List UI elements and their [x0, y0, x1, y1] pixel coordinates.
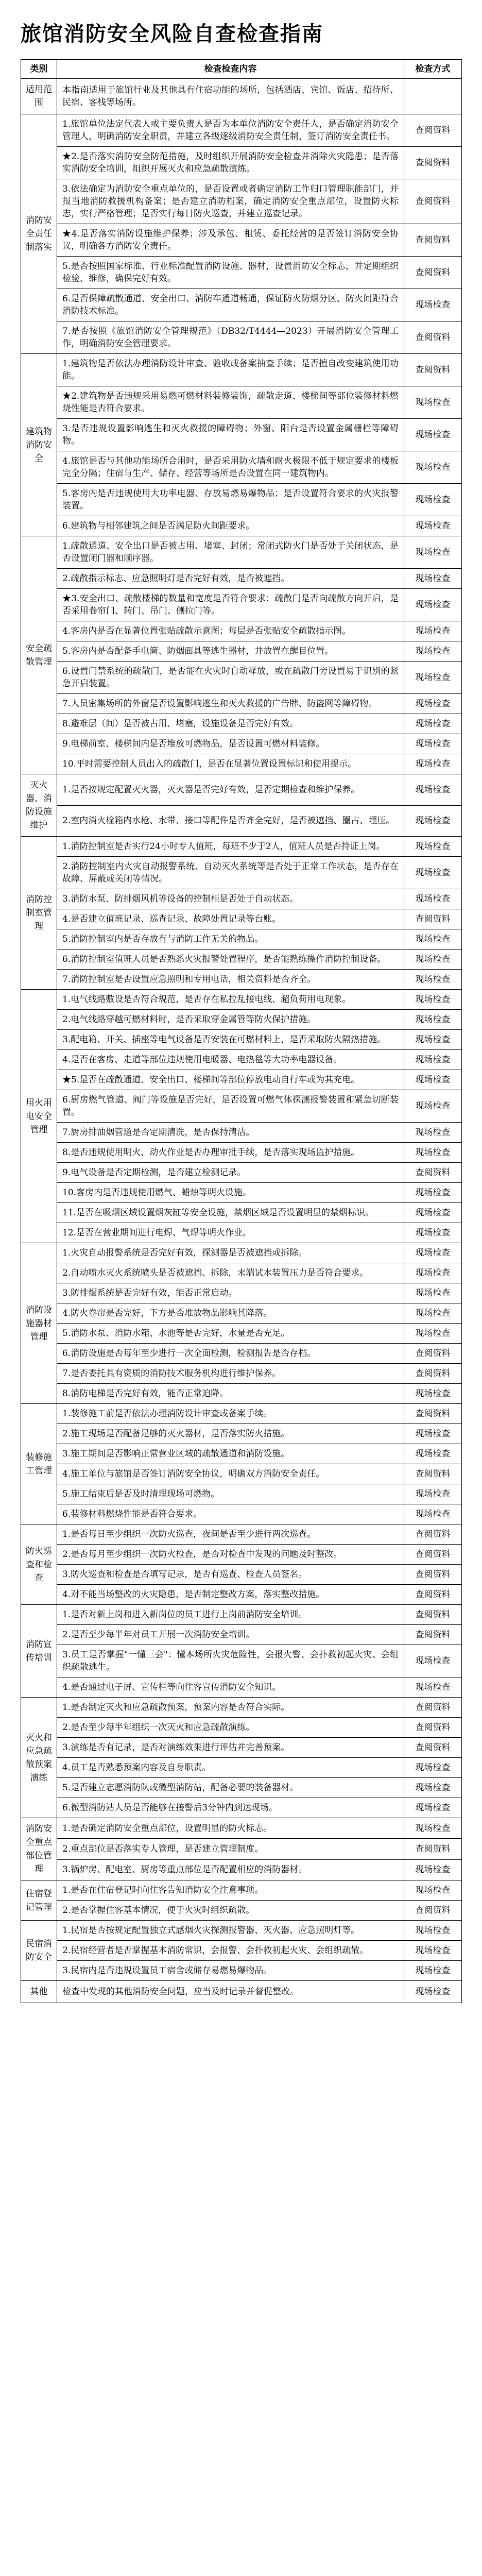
check-method-cell: 现场检查: [404, 805, 462, 837]
table-row: [21, 641, 462, 662]
check-method-cell: 现场检查: [404, 1859, 462, 1880]
check-item-cell: 1.民宿是否按规定配置独立式感烟火灾探测报警器、灭火器、应急照明灯等。: [57, 1921, 404, 1941]
table-row: [21, 1050, 462, 1070]
check-item-cell: 3.演练是否有记录，是否对演练效果进行评估并完善预案。: [57, 1738, 404, 1758]
check-item-cell: 2.民宿经营者是否掌握基本消防常识，会报警、会扑救初起火灾、会组织疏散。: [57, 1941, 404, 1961]
check-item-cell: 4.是否建立值班记录、巡查记录、故障处置记录等台账。: [57, 909, 404, 929]
table-row: [21, 1545, 462, 1565]
check-method-cell: 查阅资料: [404, 257, 462, 289]
header-category: 类别: [21, 60, 57, 79]
table-row: [21, 734, 462, 754]
check-item-cell: 5.施工结束后是否及时清理现场可燃物。: [57, 1484, 404, 1504]
table-row: [21, 1880, 462, 1901]
check-method-cell: 现场检查: [404, 569, 462, 589]
check-method-cell: 查阅资料: [404, 1524, 462, 1545]
check-item-cell: 3.锅炉房、配电室、厨房等重点部位是否配置相应的消防器材。: [57, 1859, 404, 1880]
category-cell: 灭火和应急疏散预案演练: [21, 1698, 57, 1818]
check-method-cell: 查阅资料: [404, 114, 462, 147]
check-method-cell: 查阅资料: [404, 179, 462, 224]
check-item-cell: 1.是否在住宿登记时向住客告知消防安全注意事项。: [57, 1880, 404, 1901]
check-item-cell: 6.厨房燃气管道、阀门等设施是否完好，是否设置可燃气体探测报警装置和紧急切断装置。: [57, 1090, 404, 1123]
check-item-cell: 9.电梯前室、楼梯间内是否堆放可燃物品，是否设置可燃材料装修。: [57, 734, 404, 754]
check-item-cell: 2.室内消火栓箱内水枪、水带、接口等配件是否齐全完好，是否被遮挡、圈占、埋压。: [57, 805, 404, 837]
check-method-cell: 查阅资料: [404, 1565, 462, 1585]
check-item-cell: 4.对不能当场整改的火灾隐患，是否制定整改方案，落实整改措施。: [57, 1585, 404, 1605]
check-method-cell: 现场检查: [404, 754, 462, 774]
check-item-cell: 3.防火巡查和检查是否填写记录，是否有巡查、检查人员签名。: [57, 1565, 404, 1585]
check-item-cell: 8.是否违规使用明火，动火作业是否办理审批手续，是否落实现场监护措施。: [57, 1143, 404, 1163]
check-item-cell: 1.疏散通道、安全出口是否被占用、堵塞、封闭；常闭式防火门是否处于关闭状态，是否设置闭门器和顺序器。: [57, 536, 404, 569]
check-item-cell: ★4.是否落实消防设施维护保养；涉及承包、租赁、委托经营的是否签订消防安全协议，明确各方消防安全责任。: [57, 224, 404, 257]
check-method-cell: 现场检查: [404, 451, 462, 484]
table-row: [21, 1384, 462, 1404]
check-item-cell: 3.消防水泵、防排烟风机等设备的控制柜是否处于自动状态。: [57, 889, 404, 909]
check-method-cell: 现场检查: [404, 1444, 462, 1464]
table-row: [21, 1163, 462, 1183]
table-row: [21, 1424, 462, 1444]
check-item-cell: 8.消防电梯是否完好有效，能否正常迫降。: [57, 1384, 404, 1404]
check-method-cell: 现场检查: [404, 536, 462, 569]
check-method-cell: 现场检查: [404, 1243, 462, 1263]
check-method-cell: 现场检查: [404, 662, 462, 694]
table-row: [21, 114, 462, 147]
check-method-cell: 现场检查: [404, 889, 462, 909]
table-row: [21, 1303, 462, 1324]
table-row: [21, 1585, 462, 1605]
check-item-cell: 2.施工现场是否配备足够的灭火器材，是否落实防火措施。: [57, 1424, 404, 1444]
check-method-cell: 现场检查: [404, 1484, 462, 1504]
check-item-cell: 6.装修材料燃烧性能是否符合要求。: [57, 1504, 404, 1524]
table-row: [21, 857, 462, 889]
table-row: [21, 1090, 462, 1123]
table-row: [21, 909, 462, 929]
table-row: [21, 589, 462, 621]
table-row: [21, 1070, 462, 1090]
check-item-cell: 2.是否掌握住客基本情况，便于火灾时组织疏散。: [57, 1901, 404, 1921]
check-item-cell: 4.是否通过电子屏、宣传栏等向住客宣传消防安全知识。: [57, 1677, 404, 1698]
check-item-cell: 5.是否按照国家标准、行业标准配置消防设施、器材，设置消防安全标志，并定期组织检验、维修，确保完好有效。: [57, 257, 404, 289]
table-row: [21, 1677, 462, 1698]
check-method-cell: 现场检查: [404, 929, 462, 950]
table-row: [21, 516, 462, 536]
check-item-cell: 2.消防控制室内火灾自动报警系统、自动灭火系统等是否处于正常工作状态，是否存在故障、屏蔽或关闭等情况。: [57, 857, 404, 889]
check-item-cell: 12.是否在营业期间进行电焊、气焊等明火作业。: [57, 1223, 404, 1243]
table-row: [21, 1283, 462, 1303]
check-item-cell: 1.是否对新上岗和进入新岗位的员工进行上岗前消防安全培训。: [57, 1605, 404, 1625]
table-row: [21, 569, 462, 589]
check-method-cell: 查阅资料: [404, 1605, 462, 1625]
table-row: [21, 929, 462, 950]
header-method: 检查方式: [404, 60, 462, 79]
check-method-cell: 查阅资料: [404, 1718, 462, 1738]
check-item-cell: ★2.是否落实消防安全防范措施，及时组织开展消防安全检查并消除火灾隐患；是否落实消防安全培训，组织开展灭火和应急疏散演练。: [57, 147, 404, 179]
check-method-cell: 现场检查: [404, 837, 462, 857]
table-row: [21, 1758, 462, 1778]
check-item-cell: 1.电气线路敷设是否符合规范，是否存在私拉乱接电线、超负荷用电现象。: [57, 990, 404, 1010]
check-method-cell: 查阅资料: [404, 1364, 462, 1384]
table-row: [21, 257, 462, 289]
category-cell: 建筑物消防安全: [21, 354, 57, 536]
check-method-cell: 现场检查: [404, 694, 462, 714]
check-item-cell: 5.消防控制室内是否存放有与消防工作无关的物品。: [57, 929, 404, 950]
check-item-cell: 4.防火卷帘是否完好，下方是否堆放物品影响其降落。: [57, 1303, 404, 1324]
check-method-cell: 现场检查: [404, 970, 462, 990]
check-item-cell: ★2.建筑物是否违规采用易燃可燃材料装修装饰，疏散走道、楼梯间等部位装修材料燃烧性能是否符合要求。: [57, 386, 404, 419]
table-row: [21, 289, 462, 321]
table-row: [21, 1484, 462, 1504]
check-item-cell: 1.是否制定灭火和应急疏散预案，预案内容是否符合实际。: [57, 1698, 404, 1718]
check-item-cell: 6.微型消防站人员是否能够在接警后3分钟内到达现场。: [57, 1798, 404, 1818]
table-row: [21, 1243, 462, 1263]
check-method-cell: 现场检查: [404, 1050, 462, 1070]
check-method-cell: 现场检查: [404, 1303, 462, 1324]
category-cell: 其他: [21, 1981, 57, 2003]
check-method-cell: 现场检查: [404, 1941, 462, 1961]
check-method-cell: 现场检查: [404, 1143, 462, 1163]
table-row: [21, 970, 462, 990]
table-body: [21, 79, 462, 2003]
check-method-cell: [404, 79, 462, 114]
check-method-cell: 查阅资料: [404, 1698, 462, 1718]
check-item-cell: 3.施工期间是否影响正常营业区域的疏散通道和消防设施。: [57, 1444, 404, 1464]
check-method-cell: 现场检查: [404, 1183, 462, 1203]
check-item-cell: 1.建筑物是否依法办理消防设计审查、验收或备案抽查手续；是否擅自改变建筑使用功能。: [57, 354, 404, 386]
check-item-cell: 检查中发现的其他消防安全问题，应当及时记录并督促整改。: [57, 1981, 404, 2003]
check-method-cell: 现场检查: [404, 621, 462, 641]
check-method-cell: 查阅资料: [404, 1625, 462, 1645]
check-item-cell: 5.是否建立志愿消防队或微型消防站，配备必要的装备器材。: [57, 1778, 404, 1798]
check-item-cell: 3.民宿内是否违规设置员工宿舍或储存易燃易爆物品。: [57, 1961, 404, 1981]
check-item-cell: 3.是否违规设置影响逃生和灭火救援的障碍物；外窗、阳台是否设置金属栅栏等障碍物。: [57, 419, 404, 451]
check-method-cell: 查阅资料: [404, 1464, 462, 1484]
check-method-cell: 现场检查: [404, 1424, 462, 1444]
table-row: [21, 1901, 462, 1921]
check-item-cell: 9.电气设备是否定期检测，是否建立检测记录。: [57, 1163, 404, 1183]
check-method-cell: 现场检查: [404, 1645, 462, 1677]
check-method-cell: 现场检查: [404, 1030, 462, 1050]
check-method-cell: 现场检查: [404, 1798, 462, 1818]
check-method-cell: 现场检查: [404, 1384, 462, 1404]
table-row: [21, 694, 462, 714]
check-method-cell: 查阅资料: [404, 147, 462, 179]
table-row: [21, 950, 462, 970]
check-method-cell: 现场检查: [404, 641, 462, 662]
check-item-cell: 1.是否每日至少组织一次防火巡查，夜间是否至少进行两次巡查。: [57, 1524, 404, 1545]
table-row: [21, 484, 462, 516]
check-item-cell: 2.重点部位是否落实专人管理，是否建立管理制度。: [57, 1839, 404, 1859]
header-item: 检查检查内容: [57, 60, 404, 79]
check-method-cell: 查阅资料: [404, 909, 462, 929]
table-row: [21, 79, 462, 114]
check-method-cell: 现场检查: [404, 1283, 462, 1303]
table-row: [21, 386, 462, 419]
check-method-cell: 现场检查: [404, 289, 462, 321]
check-method-cell: 查阅资料: [404, 321, 462, 354]
check-method-cell: 现场检查: [404, 1981, 462, 2003]
table-row: [21, 1344, 462, 1364]
table-row: [21, 1738, 462, 1758]
table-row: [21, 1263, 462, 1283]
table-row: [21, 321, 462, 354]
check-item-cell: 4.旅馆是否与其他功能场所合用时，是否采用防火墙和耐火极限不低于规定要求的楼板完全分隔；住宿与生产、储存、经营等场所是否设置在同一建筑物内。: [57, 451, 404, 484]
check-item-cell: 1.火灾自动报警系统是否完好有效，探测器是否被遮挡或拆除。: [57, 1243, 404, 1263]
check-item-cell: 5.客房内是否违规使用大功率电器、存放易燃易爆物品；是否设置符合要求的火灾报警装置。: [57, 484, 404, 516]
check-item-cell: 11.是否在吸烟区域设置烟灰缸等安全设施，禁烟区域是否设置明显的禁烟标识。: [57, 1203, 404, 1223]
check-method-cell: 查阅资料: [404, 1163, 462, 1183]
check-item-cell: 10.客房内是否违规使用燃气、蜡烛等明火设施。: [57, 1183, 404, 1203]
check-method-cell: 现场检查: [404, 1070, 462, 1090]
check-item-cell: 4.员工是否熟悉预案内容及自身职责。: [57, 1758, 404, 1778]
table-row: [21, 1464, 462, 1484]
table-row: [21, 1203, 462, 1223]
check-method-cell: 查阅资料: [404, 1404, 462, 1424]
category-cell: 装修施工管理: [21, 1404, 57, 1524]
category-cell: 消防宣传培训: [21, 1605, 57, 1698]
check-method-cell: 现场检查: [404, 857, 462, 889]
check-method-cell: 现场检查: [404, 990, 462, 1010]
check-method-cell: 现场检查: [404, 1223, 462, 1243]
check-item-cell: 7.是否委托具有资质的消防技术服务机构进行维护保养。: [57, 1364, 404, 1384]
check-method-cell: 查阅资料: [404, 1839, 462, 1859]
check-item-cell: 2.疏散指示标志、应急照明灯是否完好有效，是否被遮挡。: [57, 569, 404, 589]
check-item-cell: 3.依法确定为消防安全重点单位的，是否设置或者确定消防工作归口管理职能部门，并报当地消防救援机构备案；是否建立消防档案，确定消防安全重点部位，设置防火标志，实行严格管理；是否实行每日防火巡查，并建立巡查记录。: [57, 179, 404, 224]
check-method-cell: 现场检查: [404, 1090, 462, 1123]
check-item-cell: 6.建筑物与相邻建筑之间是否满足防火间距要求。: [57, 516, 404, 536]
table-row: [21, 354, 462, 386]
category-cell: 安全疏散管理: [21, 536, 57, 774]
table-row: [21, 714, 462, 734]
category-cell: 消防设施器材管理: [21, 1243, 57, 1404]
table-row: [21, 1645, 462, 1677]
check-item-cell: 1.消防控制室是否实行24小时专人值班，每班不少于2人，值班人员是否持证上岗。: [57, 837, 404, 857]
table-row: [21, 1798, 462, 1818]
table-row: [21, 1605, 462, 1625]
category-cell: 民宿消防安全: [21, 1921, 57, 1981]
table-row: [21, 1921, 462, 1941]
check-method-cell: 现场检查: [404, 1758, 462, 1778]
check-item-cell: 4.是否在客房、走道等部位违规使用电暖器、电热毯等大功率电器设备。: [57, 1050, 404, 1070]
table-row: [21, 889, 462, 909]
table-row: [21, 1524, 462, 1545]
check-method-cell: 现场检查: [404, 1961, 462, 1981]
check-method-cell: 现场检查: [404, 774, 462, 806]
check-method-cell: 查阅资料: [404, 1738, 462, 1758]
check-method-cell: 现场检查: [404, 386, 462, 419]
check-method-cell: 查阅资料: [404, 1344, 462, 1364]
table-row: [21, 1404, 462, 1424]
check-item-cell: 6.设置门禁系统的疏散门，是否能在火灾时自动释放，或在疏散门旁设置易于识别的紧急开启装置。: [57, 662, 404, 694]
check-item-cell: 2.电气线路穿越可燃材料时，是否采取穿金属管等防火保护措施。: [57, 1010, 404, 1030]
check-method-cell: 现场检查: [404, 1010, 462, 1030]
check-item-cell: 1.旅馆单位法定代表人或主要负责人是否为本单位消防安全责任人，是否确定消防安全管理人，明确消防安全职责，并建立各级逐级消防安全责任制，签订消防安全责任书。: [57, 114, 404, 147]
table-row: [21, 1859, 462, 1880]
check-item-cell: 7.人员密集场所的外窗是否设置影响逃生和灭火救援的广告牌、防盗网等障碍物。: [57, 694, 404, 714]
table-row: [21, 754, 462, 774]
category-cell: 消防安全重点部位管理: [21, 1818, 57, 1880]
category-cell: 防火巡查和检查: [21, 1524, 57, 1605]
table-row: [21, 1698, 462, 1718]
check-item-cell: 2.自动喷水灭火系统喷头是否被遮挡、拆除，末端试水装置压力是否符合要求。: [57, 1263, 404, 1283]
check-method-cell: 现场检查: [404, 419, 462, 451]
table-row: [21, 1324, 462, 1344]
check-item-cell: 6.消防控制室值班人员是否熟悉火灾报警处置程序，是否能熟练操作消防控制设备。: [57, 950, 404, 970]
check-item-cell: 本指南适用于旅馆行业及其他具有住宿功能的场所，包括酒店、宾馆、饭店、招待所、民宿、客栈等场所。: [57, 79, 404, 114]
table-row: [21, 1364, 462, 1384]
check-item-cell: 6.消防设施是否每年至少进行一次全面检测，检测报告是否存档。: [57, 1344, 404, 1364]
table-row: [21, 1030, 462, 1050]
check-item-cell: 3.防排烟系统是否完好有效，能否正常启动。: [57, 1283, 404, 1303]
table-row: [21, 1961, 462, 1981]
check-method-cell: 现场检查: [404, 1504, 462, 1524]
check-method-cell: 现场检查: [404, 1203, 462, 1223]
check-method-cell: 查阅资料: [404, 354, 462, 386]
table-row: [21, 1223, 462, 1243]
table-row: [21, 990, 462, 1010]
table-row: [21, 1941, 462, 1961]
check-item-cell: 7.厨房排油烟管道是否定期清洗，是否保持清洁。: [57, 1123, 404, 1143]
check-item-cell: 2.是否至少每半年组织一次灭火和应急疏散演练。: [57, 1718, 404, 1738]
table-row: [21, 1778, 462, 1798]
table-row: [21, 1010, 462, 1030]
table-header-row: [21, 60, 462, 79]
check-method-cell: 现场检查: [404, 950, 462, 970]
table-row: [21, 1504, 462, 1524]
table-row: [21, 1981, 462, 2003]
check-method-cell: 查阅资料: [404, 1545, 462, 1565]
table-row: [21, 419, 462, 451]
check-item-cell: ★3.安全出口、疏散楼梯的数量和宽度是否符合要求；疏散门是否向疏散方向开启，是否采用卷帘门、转门、吊门、侧拉门等。: [57, 589, 404, 621]
category-cell: 用火用电安全管理: [21, 990, 57, 1243]
check-item-cell: 8.避难层（间）是否被占用、堵塞，设施设备是否完好有效。: [57, 714, 404, 734]
check-item-cell: ★5.是否在疏散通道、安全出口、楼梯间等部位停放电动自行车或为其充电。: [57, 1070, 404, 1090]
check-item-cell: 4.客房内是否在显著位置张贴疏散示意图；每层是否张贴安全疏散指示图。: [57, 621, 404, 641]
table-row: [21, 1625, 462, 1645]
check-item-cell: 7.消防控制室是否设置应急照明和专用电话，相关资料是否齐全。: [57, 970, 404, 990]
check-method-cell: 现场检查: [404, 714, 462, 734]
check-method-cell: 现场检查: [404, 734, 462, 754]
category-cell: 消防控制室管理: [21, 837, 57, 990]
check-method-cell: 查阅资料: [404, 1901, 462, 1921]
check-method-cell: 现场检查: [404, 1324, 462, 1344]
category-cell: 适用范围: [21, 79, 57, 114]
table-row: [21, 1123, 462, 1143]
table-row: [21, 1818, 462, 1839]
check-method-cell: 现场检查: [404, 516, 462, 536]
check-method-cell: 现场检查: [404, 1263, 462, 1283]
check-item-cell: 4.施工单位与旅馆是否签订消防安全协议，明确双方消防安全责任。: [57, 1464, 404, 1484]
page-title: 旅馆消防安全风险自查检查指南: [21, 22, 323, 46]
table-row: [21, 451, 462, 484]
table-row: [21, 1565, 462, 1585]
check-item-cell: 3.员工是否掌握"一懂三会"：懂本场所火灾危险性，会报火警、会扑救初起火灾、会组织疏散逃生。: [57, 1645, 404, 1677]
table-row: [21, 1839, 462, 1859]
category-cell: 消防安全责任制落实: [21, 114, 57, 354]
check-method-cell: 现场检查: [404, 1880, 462, 1901]
check-item-cell: 1.装修施工前是否依法办理消防设计审查或备案手续。: [57, 1404, 404, 1424]
table-row: [21, 662, 462, 694]
check-item-cell: 1.是否确定消防安全重点部位，设置明显的防火标志。: [57, 1818, 404, 1839]
check-item-cell: 2.是否至少每半年对员工开展一次消防安全培训。: [57, 1625, 404, 1645]
check-method-cell: 现场检查: [404, 1123, 462, 1143]
table-row: [21, 536, 462, 569]
table-row: [21, 1183, 462, 1203]
check-method-cell: 查阅资料: [404, 1585, 462, 1605]
table-row: [21, 1444, 462, 1464]
category-cell: 灭火器、消防设施维护: [21, 774, 57, 837]
check-method-cell: 现场检查: [404, 1818, 462, 1839]
table-row: [21, 224, 462, 257]
check-item-cell: 5.消防水泵、消防水箱、水池等是否完好，水量是否充足。: [57, 1324, 404, 1344]
table-row: [21, 1143, 462, 1163]
check-item-cell: 1.是否按规定配置灭火器，灭火器是否完好有效，是否定期检查和维护保养。: [57, 774, 404, 806]
check-method-cell: 查阅资料: [404, 224, 462, 257]
check-method-cell: 现场检查: [404, 1677, 462, 1698]
check-item-cell: 6.是否保障疏散通道、安全出口、消防车通道畅通，保证防火防烟分区、防火间距符合消防技术标准。: [57, 289, 404, 321]
table-row: [21, 837, 462, 857]
check-method-cell: 现场检查: [404, 1778, 462, 1798]
check-method-cell: 现场检查: [404, 484, 462, 516]
check-item-cell: 2.是否每月至少组织一次防火检查，是否对检查中发现的问题及时整改。: [57, 1545, 404, 1565]
table-row: [21, 147, 462, 179]
check-item-cell: 5.客房内是否配备手电筒、防烟面具等逃生器材，并放置在醒目位置。: [57, 641, 404, 662]
check-method-cell: 现场检查: [404, 1921, 462, 1941]
table-row: [21, 179, 462, 224]
check-method-cell: 现场检查: [404, 589, 462, 621]
checklist-table: [21, 59, 462, 2003]
check-item-cell: 10.平时需要控制人员出入的疏散门，是否在显著位置设置标识和使用提示。: [57, 754, 404, 774]
check-item-cell: 3.配电箱、开关、插座等电气设备是否安装在可燃材料上，是否采取防火隔热措施。: [57, 1030, 404, 1050]
table-row: [21, 1718, 462, 1738]
table-row: [21, 805, 462, 837]
table-row: [21, 621, 462, 641]
category-cell: 住宿登记管理: [21, 1880, 57, 1921]
table-row: [21, 774, 462, 806]
check-item-cell: 7.是否按照《旅馆消防安全管理规范》（DB32/T4444—2023）开展消防安全管理工作，明确消防安全管理要求。: [57, 321, 404, 354]
